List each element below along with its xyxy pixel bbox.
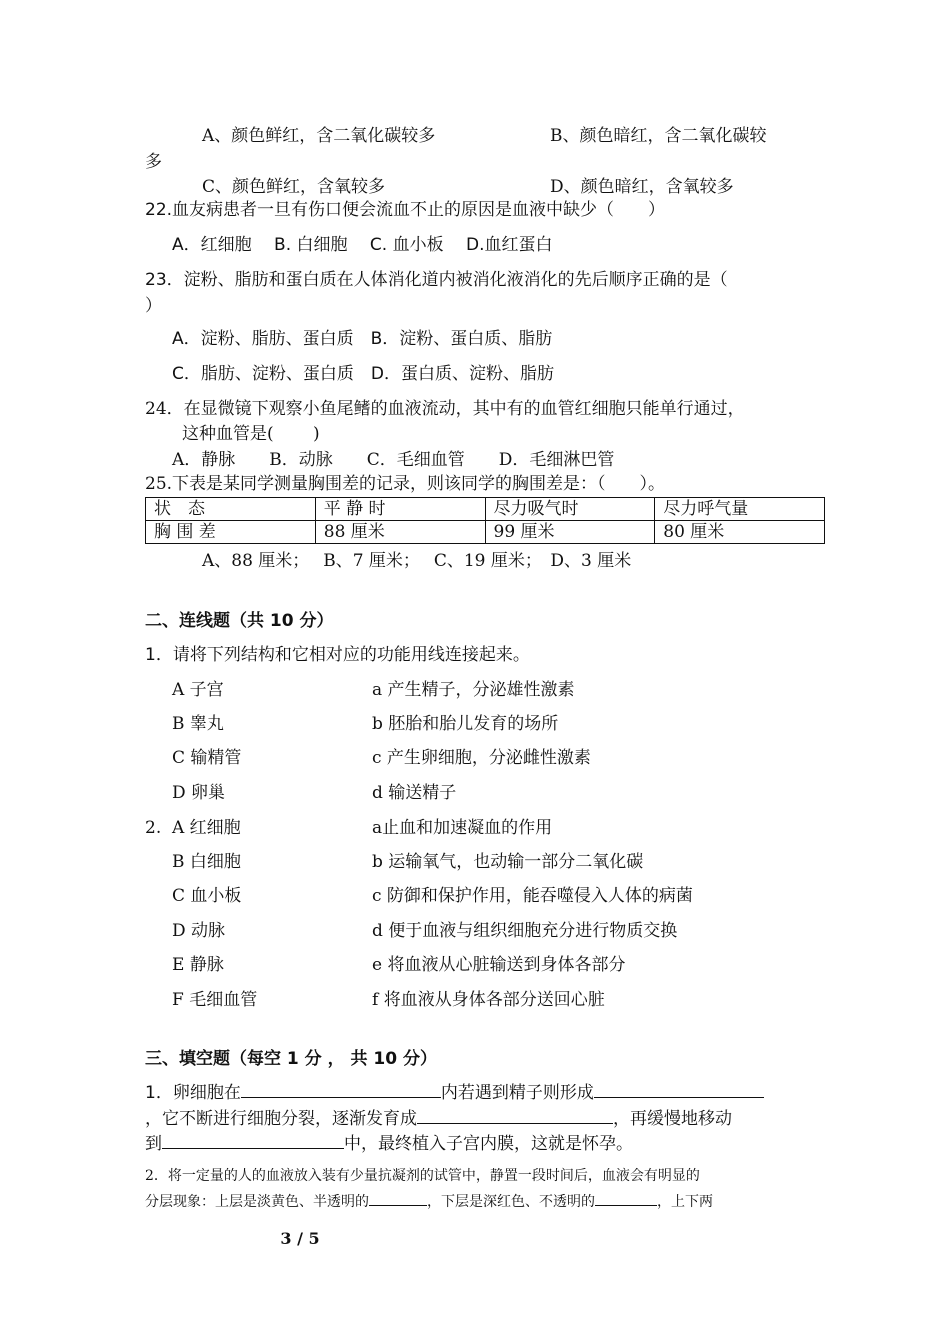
match-left-item: A 红细胞 [172, 818, 241, 838]
match-left-item: C 血小板 [172, 886, 242, 906]
match-right-item: b 胚胎和胎儿发育的场所 [372, 714, 559, 734]
q24-stem: 24．在显微镜下观察小鱼尾鳍的血液流动，其中有的血管红细胞只能单行通过， [145, 399, 745, 419]
q22-stem: 22.血友病患者一旦有伤口便会流血不止的原因是血液中缺少（ ） [145, 200, 666, 220]
page-number: 3 / 5 [280, 1229, 320, 1248]
match-left-item: D 动脉 [172, 921, 226, 941]
q21-option-b-wrap: 多 [145, 152, 162, 172]
match-left-item: E 静脉 [172, 955, 224, 975]
q24-stem-wrap: 这种血管是( ) [182, 424, 320, 444]
q21-option-d: D、颜色暗红，含氧较多 [550, 177, 734, 197]
fill-text: ，再缓慢地移动 [613, 1109, 732, 1129]
fill-text: 中，最终植入子宫内膜，这就是怀孕。 [344, 1134, 633, 1154]
match-right-item: c 产生卵细胞，分泌雌性激素 [372, 748, 591, 768]
fill-text: ，下层是深红色、不透明的 [427, 1194, 595, 1210]
q21-option-b: B、颜色暗红，含二氧化碳较 [550, 126, 767, 146]
table-cell: 88 厘米 [315, 521, 485, 544]
match-left-item: B 白细胞 [172, 852, 241, 872]
match-right-item: d 输送精子 [372, 783, 457, 803]
section3-q2-line2 [145, 1193, 713, 1211]
fill-blank[interactable] [369, 1193, 427, 1206]
fill-blank[interactable] [595, 1193, 657, 1206]
match-right-item: c 防御和保护作用，能吞噬侵入人体的病菌 [372, 886, 693, 906]
fill-blank[interactable] [594, 1083, 764, 1098]
section2-q1-stem: 1．请将下列结构和它相对应的功能用线连接起来。 [145, 645, 530, 665]
section3-q1-line1 [145, 1083, 764, 1103]
match-left-item: C 输精管 [172, 748, 242, 768]
match-right-item: e 将血液从心脏输送到身体各部分 [372, 955, 626, 975]
table-row [146, 521, 825, 544]
section2-q2-number: 2. [145, 818, 162, 838]
fill-text: 内若遇到精子则形成 [440, 1083, 594, 1103]
table-cell: 80 厘米 [655, 521, 825, 544]
q22-options: A．红细胞 B. 白细胞 C. 血小板 D.血红蛋白 [172, 235, 553, 255]
fill-blank[interactable] [417, 1109, 613, 1124]
match-right-item: a 产生精子，分泌雄性激素 [372, 680, 575, 700]
match-right-item: f 将血液从身体各部分送回心脏 [372, 990, 605, 1010]
match-right-item: d 便于血液与组织细胞充分进行物质交换 [372, 921, 678, 941]
table-cell: 胸 围 差 [146, 521, 316, 544]
match-left-item: B 睾丸 [172, 714, 224, 734]
table-cell: 99 厘米 [485, 521, 655, 544]
section3-title: 三、填空题（每空 1 分 ， 共 10 分） [145, 1049, 437, 1069]
fill-text: 分层现象：上层是淡黄色、半透明的 [145, 1194, 369, 1210]
q23-stem: 23．淀粉、脂肪和蛋白质在人体消化道内被消化液消化的先后顺序正确的是（ [145, 270, 728, 290]
q24-options: A．静脉 B．动脉 C．毛细血管 D．毛细淋巴管 [172, 450, 615, 470]
table-header-row [146, 498, 825, 521]
fill-blank[interactable] [162, 1134, 344, 1149]
fill-text: 到 [145, 1134, 162, 1154]
table-cell: 平 静 时 [315, 498, 485, 521]
match-left-item: F 毛细血管 [172, 990, 258, 1010]
fill-text: 1．卵细胞在 [145, 1083, 241, 1103]
fill-text: ，上下两 [657, 1194, 713, 1210]
match-right-item: b 运输氧气，也动输一部分二氧化碳 [372, 852, 644, 872]
q21-option-a: A、颜色鲜红，含二氧化碳较多 [202, 126, 436, 146]
section3-q1-line2 [145, 1109, 732, 1129]
table-cell: 尽力呼气量 [655, 498, 825, 521]
match-left-item: A 子宫 [172, 680, 224, 700]
q23-options-row1: A．淀粉、脂肪、蛋白质 B．淀粉、蛋白质、脂肪 [172, 329, 553, 349]
section3-q1-line3 [145, 1134, 633, 1154]
q23-options-row2: C．脂肪、淀粉、蛋白质 D．蛋白质、淀粉、脂肪 [172, 364, 554, 384]
section3-q2-line1: 2．将一定量的人的血液放入装有少量抗凝剂的试管中，静置一段时间后，血液会有明显的 [145, 1168, 700, 1184]
section2-title: 二、连线题（共 10 分） [145, 611, 334, 631]
table-cell: 尽力吸气时 [485, 498, 655, 521]
q21-option-c: C、颜色鲜红，含氧较多 [202, 177, 386, 197]
q23-stem-wrap: ） [145, 296, 162, 316]
q25-options: A、88 厘米； B、7 厘米； C、19 厘米； D、3 厘米 [202, 551, 632, 571]
match-left-item: D 卵巢 [172, 783, 226, 803]
table-cell: 状 态 [146, 498, 316, 521]
match-right-item: a止血和加速凝血的作用 [372, 818, 553, 838]
fill-text: ，它不断进行细胞分裂，逐渐发育成 [145, 1109, 417, 1129]
chest-measurement-table [145, 497, 825, 544]
fill-blank[interactable] [241, 1083, 441, 1098]
q25-stem: 25.下表是某同学测量胸围差的记录，则该同学的胸围差是：（ ）。 [145, 474, 666, 494]
